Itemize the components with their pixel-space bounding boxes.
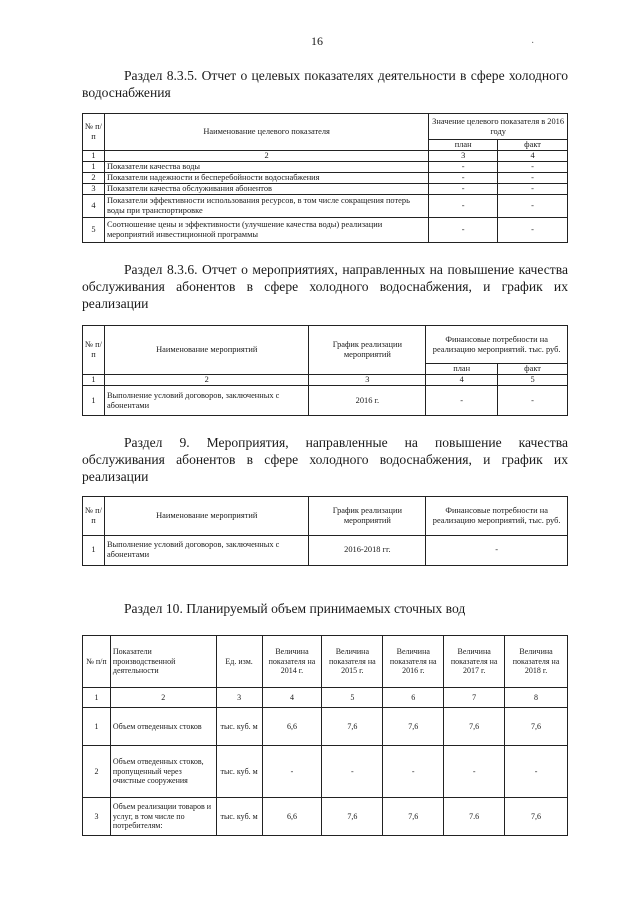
col-num: 2: [104, 375, 309, 386]
header-finance: Финансовые потребности на реализацию мероприятий, тыс. руб.: [426, 497, 568, 536]
measures-plan-table: [82, 496, 568, 566]
header-no: № п/п: [83, 114, 105, 151]
row-plan: -: [429, 195, 498, 218]
header-year: Величина показателя на 2015 г.: [322, 636, 383, 688]
table-row: [83, 184, 568, 195]
col-num: 4: [498, 151, 568, 162]
row-no: 3: [83, 184, 105, 195]
row-value: 7,6: [505, 708, 568, 746]
col-num: 1: [83, 375, 105, 386]
table-row: [83, 218, 568, 243]
row-no: 1: [83, 535, 105, 565]
row-value: 7,6: [322, 708, 383, 746]
table-row: [83, 162, 568, 173]
row-fact: -: [498, 173, 568, 184]
measures-report-table: [82, 325, 568, 416]
row-value: 6,6: [262, 708, 322, 746]
row-no: 4: [83, 195, 105, 218]
row-value: 7,6: [444, 708, 505, 746]
row-finance: -: [426, 535, 568, 565]
header-no: № п/п: [83, 497, 105, 536]
header-year: Величина показателя на 2018 г.: [505, 636, 568, 688]
row-unit: тыс. куб. м: [216, 746, 262, 798]
heading-line: реализации: [82, 296, 149, 311]
row-fact: -: [498, 195, 568, 218]
table-row: [83, 386, 568, 416]
wastewater-volume-table: [82, 635, 568, 836]
page-number: 16: [311, 34, 323, 48]
col-num: 1: [83, 151, 105, 162]
header-indicator: Показатели производственной деятельности: [110, 636, 216, 688]
col-num: 3: [309, 375, 426, 386]
row-plan: -: [429, 162, 498, 173]
section-9-heading: [82, 434, 568, 485]
header-plan: план: [426, 364, 498, 375]
column-number-row: [83, 375, 568, 386]
heading-line: Раздел 8.3.5. Отчет о целевых показателях деятельности в сфере холодного: [124, 68, 568, 83]
row-name: Объем отведенных стоков: [110, 708, 216, 746]
table-row: [83, 798, 568, 836]
col-num: 4: [262, 688, 322, 708]
row-no: 1: [83, 386, 105, 416]
heading-line: обслуживания абонентов в сфере холодного водоснабжения, и график их: [82, 279, 568, 294]
heading-line: Раздел 8.3.6. Отчет о мероприятиях, направленных на повышение качества: [124, 262, 568, 277]
row-value: -: [262, 746, 322, 798]
header-name: Наименование мероприятий: [104, 497, 309, 536]
table-row: [83, 173, 568, 184]
col-num: 3: [216, 688, 262, 708]
section-8-3-5-heading: [82, 67, 568, 101]
row-value: 7,6: [383, 708, 444, 746]
col-num: 6: [383, 688, 444, 708]
row-no: 5: [83, 218, 105, 243]
section-10-heading: [82, 600, 568, 617]
row-value: 7,6: [383, 798, 444, 836]
row-fact: -: [498, 386, 568, 416]
header-year: Величина показателя на 2016 г.: [383, 636, 444, 688]
row-name: Выполнение условий договоров, заключенных с абонентами: [104, 386, 309, 416]
header-finance: Финансовые потребности на реализацию мероприятий. тыс. руб.: [426, 326, 568, 364]
row-unit: тыс. куб. м: [216, 798, 262, 836]
col-num: 1: [83, 688, 111, 708]
row-name: Объем отведенных стоков, пропущенный через очистные сооружения: [110, 746, 216, 798]
row-value: -: [322, 746, 383, 798]
row-value: -: [383, 746, 444, 798]
row-value: 7,6: [322, 798, 383, 836]
row-schedule: 2016 г.: [309, 386, 426, 416]
heading-line: обслуживания абонентов в сфере холодного водоснабжения, и график их: [82, 452, 568, 467]
header-year: Величина показателя на 2014 г.: [262, 636, 322, 688]
row-name: Выполнение условий договоров, заключенных с абонентами: [104, 535, 309, 565]
row-no: 1: [83, 162, 105, 173]
heading-line: Раздел 10. Планируемый объем принимаемых сточных вод: [124, 601, 466, 616]
row-fact: -: [498, 162, 568, 173]
row-name: Соотношение цены и эффективности (улучшение качества воды) реализации мероприятий инвестиционной программы: [104, 218, 428, 243]
heading-line: водоснабжения: [82, 85, 171, 100]
heading-line: Раздел 9. Мероприятия, направленные на повышение качества: [124, 435, 568, 450]
row-schedule: 2016-2018 гг.: [309, 535, 426, 565]
row-value: -: [505, 746, 568, 798]
header-year: Величина показателя на 2017 г.: [444, 636, 505, 688]
row-fact: -: [498, 184, 568, 195]
row-name: Показатели надежности и бесперебойности водоснабжения: [104, 173, 428, 184]
table-row: [83, 535, 568, 565]
section-8-3-6-heading: [82, 261, 568, 312]
table-row: [83, 746, 568, 798]
row-no: 2: [83, 746, 111, 798]
row-value: 7.6: [444, 798, 505, 836]
table-row: [83, 708, 568, 746]
row-plan: -: [429, 173, 498, 184]
header-fact: факт: [498, 140, 568, 151]
row-value: 7,6: [505, 798, 568, 836]
header-no: № п/п: [83, 636, 111, 688]
header-plan: план: [429, 140, 498, 151]
row-no: 1: [83, 708, 111, 746]
row-plan: -: [426, 386, 498, 416]
col-num: 4: [426, 375, 498, 386]
row-value: 6,6: [262, 798, 322, 836]
row-plan: -: [429, 184, 498, 195]
header-no: № п/п: [83, 326, 105, 375]
row-fact: -: [498, 218, 568, 243]
col-num: 2: [104, 151, 428, 162]
heading-line: реализации: [82, 469, 149, 484]
row-value: -: [444, 746, 505, 798]
header-unit: Ед. изм.: [216, 636, 262, 688]
col-num: 5: [498, 375, 568, 386]
column-number-row: [83, 688, 568, 708]
row-no: 2: [83, 173, 105, 184]
header-name: Наименование целевого показателя: [104, 114, 428, 151]
row-unit: тыс. куб. м: [216, 708, 262, 746]
table-row: [83, 195, 568, 218]
row-no: 3: [83, 798, 111, 836]
row-name: Показатели качества воды: [104, 162, 428, 173]
row-name: Объем реализации товаров и услуг, в том числе по потребителям:: [110, 798, 216, 836]
col-num: 8: [505, 688, 568, 708]
row-name: Показатели качества обслуживания абонентов: [104, 184, 428, 195]
header-fact: факт: [498, 364, 568, 375]
col-num: 7: [444, 688, 505, 708]
row-plan: -: [429, 218, 498, 243]
col-num: 2: [110, 688, 216, 708]
header-value: Значение целевого показателя в 2016 году: [429, 114, 568, 140]
header-schedule: График реализации мероприятий: [309, 326, 426, 375]
column-number-row: [83, 151, 568, 162]
col-num: 3: [429, 151, 498, 162]
col-num: 5: [322, 688, 383, 708]
header-name: Наименование мероприятий: [104, 326, 309, 375]
row-name: Показатели эффективности использования ресурсов, в том числе сокращения потерь воды при транспортировке: [104, 195, 428, 218]
header-schedule: График реализации мероприятий: [309, 497, 426, 536]
scan-mark: ·: [531, 38, 535, 49]
target-indicators-table: [82, 113, 568, 243]
